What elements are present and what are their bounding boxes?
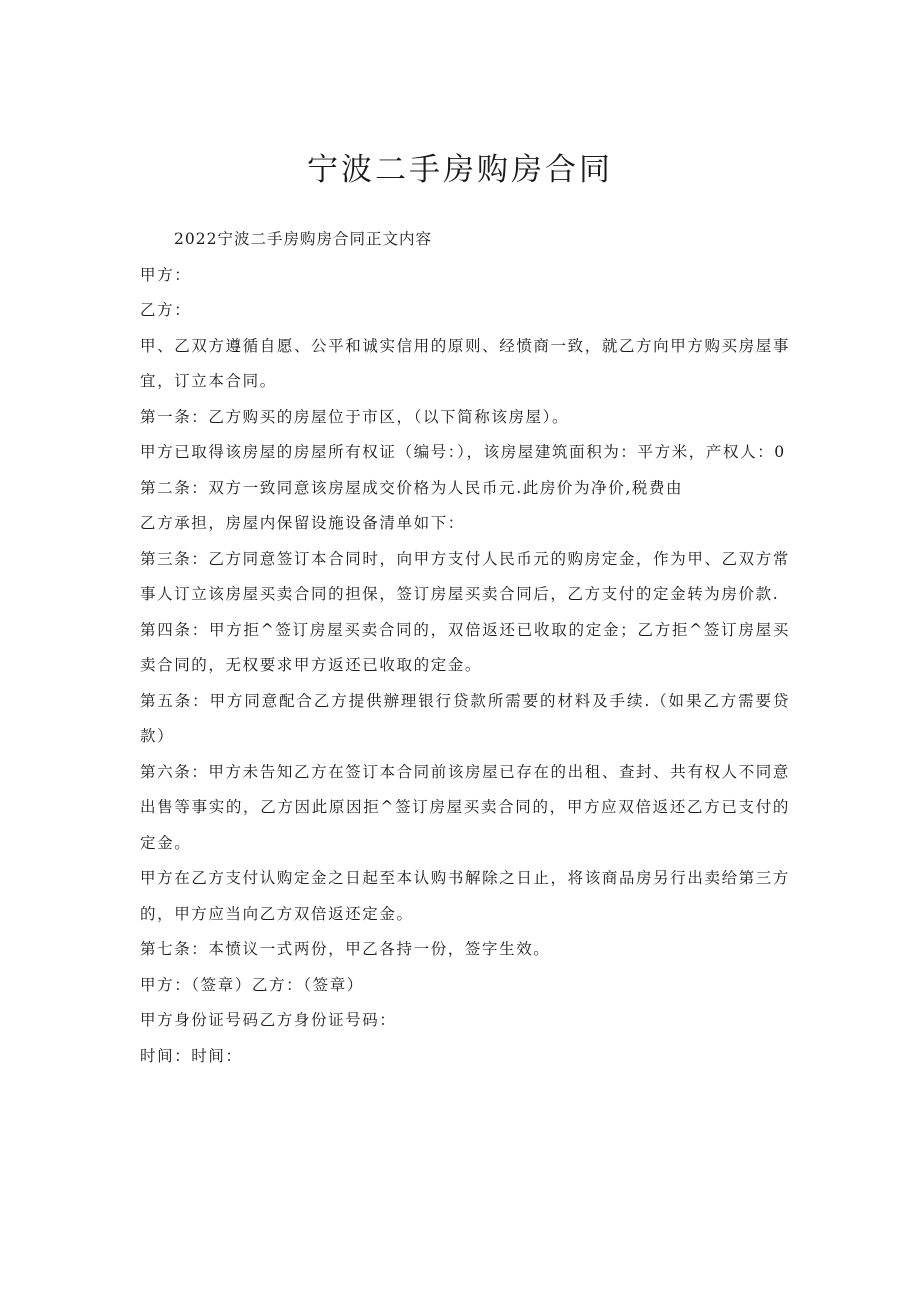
paragraph-ownership-certificate: 甲方已取得该房屋的房屋所有权证（编号：），该房屋建筑面积为：平方米，产权人：0 <box>140 443 786 461</box>
paragraph-article-2-continued: 乙方承担，房屋内保留设施设备清单如下： <box>140 514 465 532</box>
document-title: 宁波二手房购房合同 <box>307 152 613 188</box>
document-body <box>140 222 790 1074</box>
paragraph-article-7: 第七条：本愤议一式两份，甲乙各持一份，签字生效。 <box>140 940 551 958</box>
paragraph-signatures: 甲方：（签章）乙方：（签章） <box>140 975 364 994</box>
paragraph-preamble: 甲、乙双方遵循自愿、公平和诚实信用的原则、经愤商一致，就乙方向甲方购买房屋事宜，订立本合同。 <box>140 336 790 390</box>
paragraph-article-2: 第二条：双方一致同意该房屋成交价格为人民币元.此房价为净价,税费由 <box>140 478 684 497</box>
paragraph-party-b: 乙方： <box>140 301 192 319</box>
paragraph-article-6: 第六条：甲方未告知乙方在签订本合同前该房屋已存在的出租、查封、共有权人不同意出售等事实的，乙方因此原因拒^签订房屋买卖合同的，甲方应双倍返还乙方已支付的定金。 <box>140 762 790 852</box>
paragraph-dates: 时间：时间： <box>140 1046 243 1065</box>
document-subtitle: 2022宁波二手房购房合同正文内容 <box>174 230 432 248</box>
paragraph-article-4: 第四条：甲方拒^签订房屋买卖合同的，双倍返还已收取的定金；乙方拒^签订房屋买卖合同的，无权要求甲方返还已收取的定金。 <box>140 620 790 674</box>
paragraph-id-numbers: 甲方身份证号码乙方身份证号码： <box>140 1011 397 1029</box>
paragraph-article-6-continued: 甲方在乙方支付认购定金之日起至本认购书解除之日止，将该商品房另行出卖给第三方的，甲方应当向乙方双倍返还定金。 <box>140 869 790 923</box>
paragraph-article-5: 第五条：甲方同意配合乙方提供辦理银行贷款所需要的材料及手续.（如果乙方需要贷款） <box>140 691 790 745</box>
paragraph-party-a: 甲方： <box>140 265 192 284</box>
paragraph-article-1: 第一条：乙方购买的房屋位于市区，（以下简称该房屋）。 <box>140 407 570 426</box>
paragraph-article-3: 第三条：乙方同意签订本合同时，向甲方支付人民币元的购房定金，作为甲、乙双方常事人订立该房屋买卖合同的担保，签订房屋买卖合同后，乙方支付的定金转为房价款. <box>140 549 790 603</box>
